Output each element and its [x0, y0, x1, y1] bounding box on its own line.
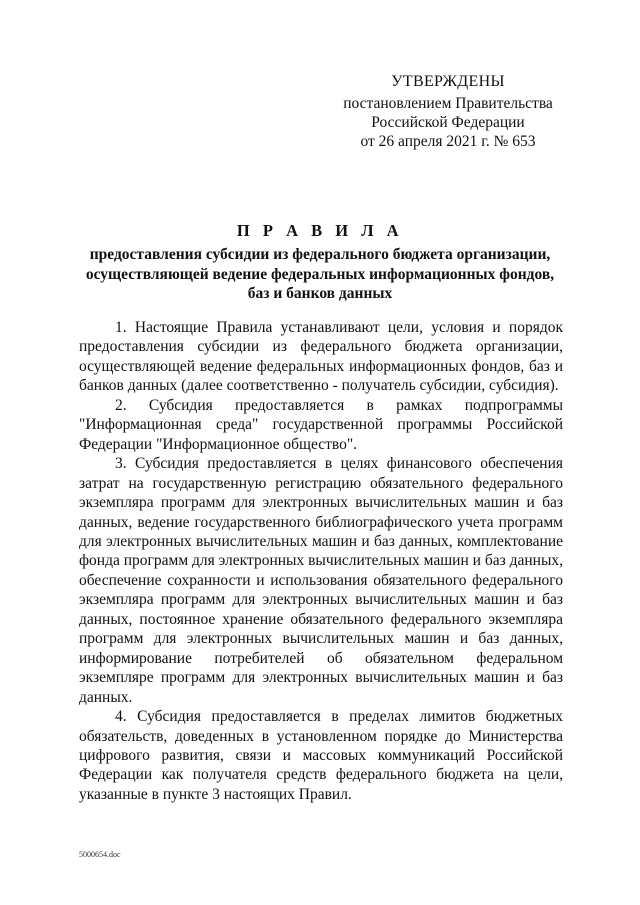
approval-line-2: Российской Федерации: [371, 114, 525, 131]
title-subtitle: [60, 245, 580, 304]
approval-line-3: от 26 апреля 2021 г. № 653: [360, 133, 536, 150]
approval-heading: УТВЕРЖДЕНЫ: [391, 73, 505, 90]
subtitle-line-1: предоставления субсидии из федерального бюджета организации,: [89, 246, 551, 263]
subtitle-line-2: осуществляющей ведение федеральных информационных фондов,: [85, 265, 555, 283]
approval-line-1: постановлением Правительства: [343, 95, 553, 112]
paragraph-1: 1. Настоящие Правила устанавливают цели, условия и порядок предоставления субсидии из федерального бюджета организации, осуществляющей ведение федеральных информационных фондов, баз и банков данных (далее соответственно - получатель субсидии, субсидия).: [79, 319, 563, 395]
approval-block: [330, 72, 566, 151]
paragraph-2: 2. Субсидия предоставляется в рамках подпрограммы "Информационная среда" государственной программы Российской Федерации "Информационное общество".: [79, 396, 563, 453]
document-title: [60, 221, 580, 304]
document-body: [79, 318, 563, 804]
footer-filename: 5000654.doc: [79, 850, 121, 859]
title-heading: П Р А В И Л А: [236, 221, 404, 240]
paragraph-4: 4. Субсидия предоставляется в пределах лимитов бюджетных обязательств, доведенных в установленном порядке до Министерства цифрового развития, связи и массовых коммуникаций Российской Федерации как получателя средств федерального бюджета на цели, указанные в пункте 3 настоящих Правил.: [79, 708, 563, 803]
paragraph-3: 3. Субсидия предоставляется в целях финансового обеспечения затрат на государственную регистрацию обязательного федерального экземпляра программ для электронных вычислительных машин и баз данных, ведение государственного библиографического учета программ для электронных вычислительных машин и баз данных, комплектование фонда программ для электронных вычислительных машин и баз данных, обеспечение сохранности и использования обязательного федерального экземпляра программ для электронных вычислительных машин и баз данных, постоянное хранение обязательного федерального экземпляра программ для электронных вычислительных машин и баз данных, информирование потребителей об обязательном федеральном экземпляре программ для электронных вычислительных машин и баз данных.: [79, 455, 563, 706]
subtitle-line-3: баз и банков данных: [247, 285, 393, 302]
